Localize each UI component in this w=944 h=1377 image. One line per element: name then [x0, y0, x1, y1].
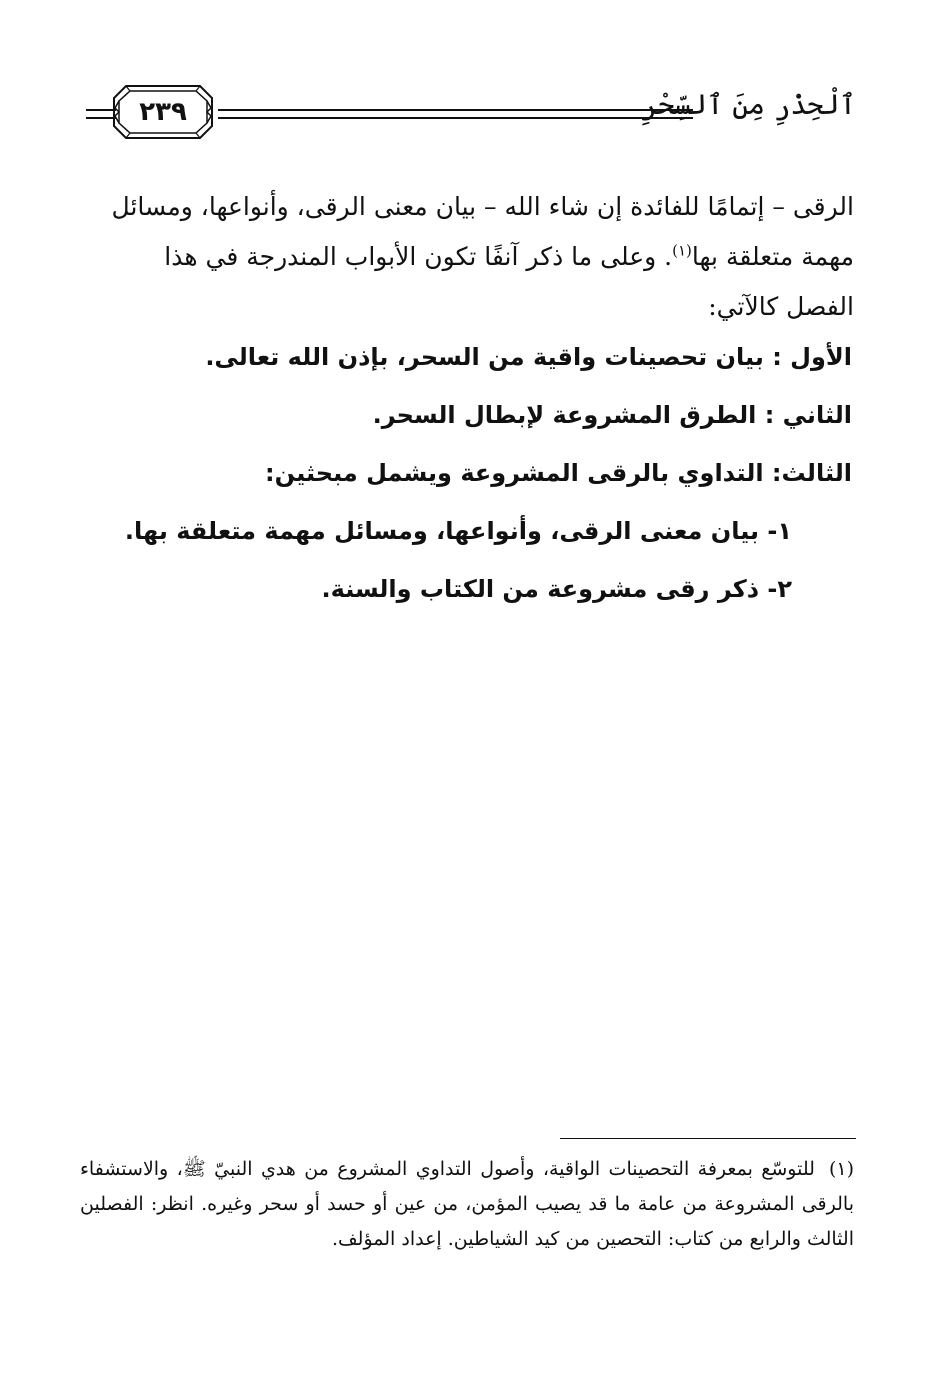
section-item-first: الأول : بيان تحصينات واقية من السحر، بإذن الله تعالى.: [205, 343, 852, 371]
subsection-item-2: ٢- ذكر رقى مشروعة من الكتاب والسنة.: [321, 575, 792, 603]
footnote-separator: [560, 1138, 856, 1139]
footnote-text: للتوسّع بمعرفة التحصينات الواقية، وأصول التداوي المشروع من هدي النبيّ ﷺ، والاستشفاء بالرقى المشروعة من عامة ما قد يصيب المؤمن، من عين أو حسد أو سحر وغيره. انظر: الفصلين الثالث والرابع من كتاب: التحصين من كيد الشياطين. إعداد المؤلف.: [80, 1158, 854, 1250]
intro-line-3: الفصل كالآتي:: [708, 292, 854, 321]
section-item-third: الثالث: التداوي بالرقى المشروعة ويشمل مبحثين:: [265, 459, 852, 487]
intro-line-2-end: . وعلى ما ذكر آنفًا تكون الأبواب المندرجة في هذا: [164, 242, 673, 271]
page-number: ٢٣٩: [139, 97, 187, 127]
header-rule-bottom: [218, 117, 693, 119]
header-rule-top: [218, 109, 693, 111]
section-list: [80, 328, 852, 502]
footnote: [80, 1152, 854, 1257]
footnote-reference[interactable]: (١): [672, 241, 692, 260]
intro-paragraph: [80, 182, 854, 332]
page-number-frame: [112, 84, 214, 140]
intro-line-2-start: مهمة متعلقة بها: [691, 242, 854, 271]
intro-line-2: [80, 232, 854, 282]
intro-line-1: الرقى – إتمامًا للفائدة إن شاء الله – بيان معنى الرقى، وأنواعها، ومسائل: [111, 192, 854, 221]
section-item-second: الثاني : الطرق المشروعة لإبطال السحر.: [372, 401, 852, 429]
subsection-list: [80, 502, 792, 618]
subsection-item-1: ١- بيان معنى الرقى، وأنواعها، ومسائل مهمة متعلقة بها.: [124, 517, 792, 545]
running-header-title: ٱلْحِذْرِ مِنَ ٱلسِّحْرِ: [641, 88, 856, 121]
footnote-marker: (١): [828, 1158, 854, 1180]
